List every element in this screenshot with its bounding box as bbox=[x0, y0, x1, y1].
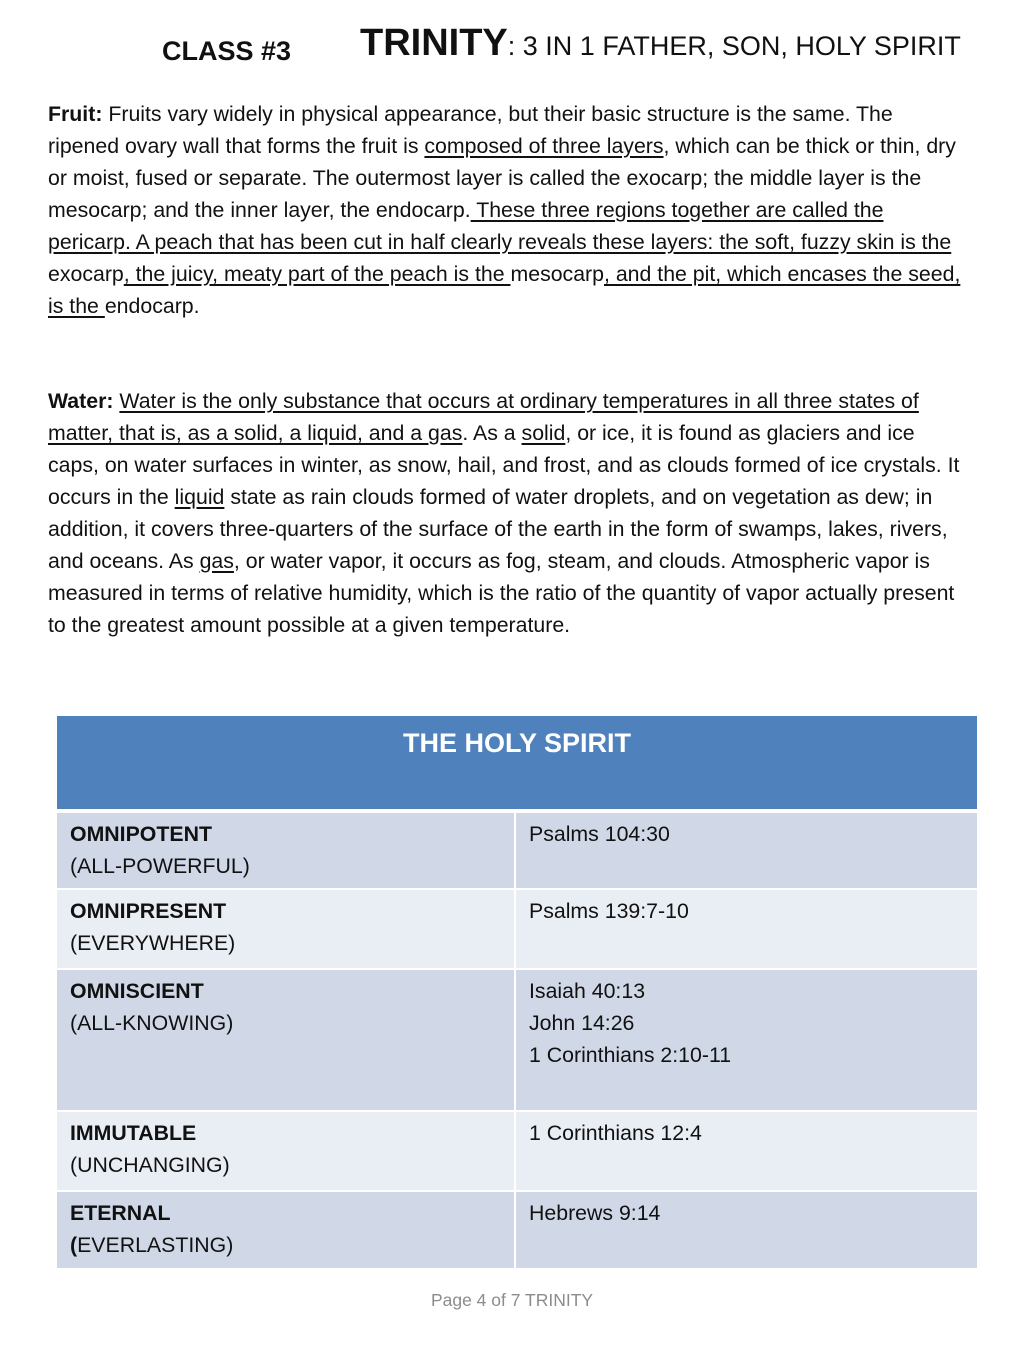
attribute-description-prefix: ( bbox=[70, 1233, 78, 1257]
fruit-text: Fruits vary widely in physical appearance, but their basic structure is the same. The ripened ovary wall that forms the fruit is bbox=[48, 102, 893, 158]
attribute-cell bbox=[57, 1112, 516, 1190]
fruit-paragraph bbox=[48, 98, 968, 322]
water-text: , or water vapor, it occurs as fog, steam, and clouds. Atmospheric vapor is measured in terms of relative humidity, which is the ratio of the quantity of vapor actually present to the greatest amount possible at a given temperature. bbox=[48, 549, 955, 637]
table-row bbox=[57, 968, 977, 1110]
table-row bbox=[57, 809, 977, 888]
water-underline: Water is the only substance that occurs at ordinary temperatures in all three states of matter, that is, as a solid, a liquid, and a gas bbox=[48, 389, 919, 445]
scripture-reference: Psalms 104:30 bbox=[529, 822, 670, 846]
scripture-reference: Hebrews 9:14 bbox=[529, 1201, 661, 1225]
water-text: . As a bbox=[462, 421, 522, 445]
water-underline: solid bbox=[521, 421, 566, 445]
class-label: CLASS #3 bbox=[162, 36, 292, 66]
attribute-description-text: EVERLASTING) bbox=[77, 1233, 234, 1257]
fruit-text: mesocarp bbox=[510, 262, 604, 286]
scripture-reference: 1 Corinthians 2:10-11 bbox=[529, 1043, 732, 1067]
page-footer: Page 4 of 7 TRINITY bbox=[430, 1290, 594, 1310]
attribute-cell bbox=[57, 1192, 516, 1268]
table-row bbox=[57, 1110, 977, 1190]
water-text: state as rain clouds formed of water droplets, and on vegetation as dew; in addition, it covers three-quarters of the surface of the earth in the form of swamps, lakes, rivers, and oceans. As bbox=[48, 485, 948, 573]
water-paragraph bbox=[48, 385, 968, 641]
water-underline: liquid bbox=[174, 485, 225, 509]
table-header: THE HOLY SPIRIT bbox=[57, 716, 977, 809]
fruit-underline: composed of three layers bbox=[424, 134, 664, 158]
water-underline: gas bbox=[199, 549, 234, 573]
attribute-description: (ALL-POWERFUL) bbox=[70, 854, 250, 878]
scripture-reference: 1 Corinthians 12:4 bbox=[529, 1121, 702, 1145]
attribute-name: IMMUTABLE bbox=[70, 1121, 197, 1145]
reference-cell bbox=[516, 1192, 977, 1268]
holy-spirit-table bbox=[57, 716, 977, 1268]
attribute-name: OMNIPRESENT bbox=[70, 899, 227, 923]
attribute-name: OMNISCIENT bbox=[70, 979, 204, 1003]
attribute-name: OMNIPOTENT bbox=[70, 822, 212, 846]
water-label: Water: bbox=[48, 389, 114, 413]
scripture-reference: Psalms 139:7-10 bbox=[529, 899, 689, 923]
water-text: , or ice, it is found as glaciers and ice caps, on water surfaces in winter, as snow, hail, and frost, and as clouds formed of ice crystals. It occurs in the bbox=[48, 421, 960, 509]
reference-cell bbox=[516, 1112, 977, 1190]
attribute-name: ETERNAL bbox=[70, 1201, 171, 1225]
reference-cell bbox=[516, 813, 977, 888]
attribute-description: (UNCHANGING) bbox=[70, 1153, 230, 1177]
attribute-description bbox=[70, 1229, 501, 1261]
fruit-underline: These three regions together are called the pericarp. A peach that has been cut in half clearly reveals these layers: the soft, fuzzy skin is the bbox=[48, 198, 952, 254]
attribute-description: (EVERYWHERE) bbox=[70, 931, 236, 955]
fruit-text: exocarp bbox=[48, 262, 124, 286]
attribute-cell bbox=[57, 813, 516, 888]
fruit-underline: , the juicy, meaty part of the peach is the bbox=[123, 262, 511, 286]
fruit-underline: , and the pit, which encases the seed, is the bbox=[48, 262, 961, 318]
fruit-label: Fruit: bbox=[48, 102, 103, 126]
page-title bbox=[360, 22, 961, 65]
attribute-cell bbox=[57, 970, 516, 1110]
scripture-reference: Isaiah 40:13 bbox=[529, 979, 646, 1003]
title-main: TRINITY bbox=[360, 22, 508, 64]
table-row bbox=[57, 888, 977, 968]
table-row bbox=[57, 1190, 977, 1268]
attribute-description: (ALL-KNOWING) bbox=[70, 1011, 234, 1035]
page-header bbox=[162, 22, 1004, 72]
reference-cell bbox=[516, 970, 977, 1110]
fruit-text: endocarp. bbox=[104, 294, 200, 318]
fruit-text: , which can be thick or thin, dry or moist, fused or separate. The outermost layer is called the exocarp; the middle layer is the mesocarp; and the inner layer, the endocarp. bbox=[48, 134, 956, 222]
scripture-reference: John 14:26 bbox=[529, 1011, 635, 1035]
attribute-cell bbox=[57, 890, 516, 968]
reference-cell bbox=[516, 890, 977, 968]
title-subtitle: : 3 IN 1 FATHER, SON, HOLY SPIRIT bbox=[507, 31, 961, 61]
